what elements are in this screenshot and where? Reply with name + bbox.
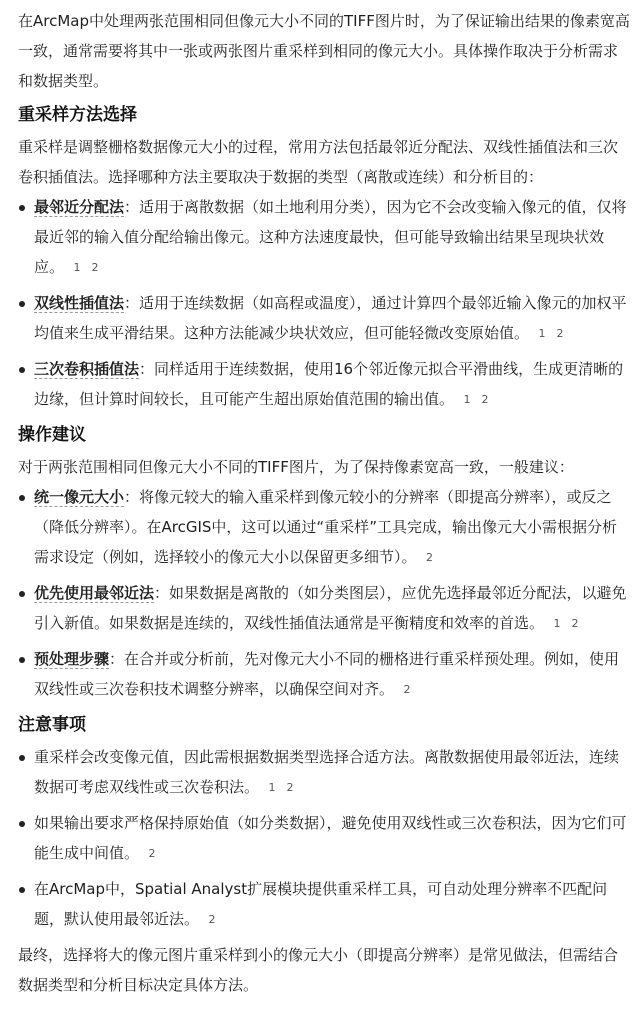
citation-link[interactable]: 1 xyxy=(268,781,276,794)
list-item xyxy=(18,482,630,572)
citation-link[interactable]: 2 xyxy=(148,847,156,860)
list-item-text: ：适用于离散数据（如土地利用分类），因为它不会改变输入像元的值，仅将最近邻的输入值分配给输出像元。这种方法速度最快，但可能导致输出结果呈现块状效应。 xyxy=(34,198,627,276)
term-cubic-convolution[interactable]: 三次卷积插值法 xyxy=(34,360,140,378)
list-item-text: 如果输出要求严格保持原始值（如分类数据），避免使用双线性或三次卷积法，因为它们可能生成中间值。 xyxy=(34,814,627,862)
conclusion-paragraph: 最终，选择将大的像元图片重采样到小的像元大小（即提高分辨率）是常见做法，但需结合数据类型和分析目标决定具体方法。 xyxy=(18,946,619,994)
list-item xyxy=(18,742,630,802)
citation-link[interactable]: 1 xyxy=(73,261,81,274)
list-item-text: 在ArcMap中，Spatial Analyst扩展模块提供重采样工具，可自动处理分辨率不匹配问题，默认使用最邻近法。 xyxy=(34,880,608,928)
list-item xyxy=(18,192,630,282)
term-bilinear[interactable]: 双线性插值法 xyxy=(34,294,125,312)
section-heading-resampling-methods: 重采样方法选择 xyxy=(18,105,137,125)
list-item xyxy=(18,808,630,868)
notes-list xyxy=(18,742,630,934)
citation-link[interactable]: 2 xyxy=(426,551,434,564)
list-item xyxy=(18,874,630,934)
resampling-methods-list xyxy=(18,192,630,414)
citation-link[interactable]: 2 xyxy=(286,781,294,794)
citation-link[interactable]: 2 xyxy=(481,393,489,406)
term-prefer-nearest[interactable]: 优先使用最邻近法 xyxy=(34,584,155,602)
list-item xyxy=(18,288,630,348)
list-item-text: ：将像元较大的输入重采样到像元较小的分辨率（即提高分辨率），或反之（降低分辨率）。在ArcGIS中，这可以通过“重采样”工具完成，输出像元大小需根据分析需求设定（例如，选择较小的像元大小以保留更多细节）。 xyxy=(34,488,617,566)
citation-link[interactable]: 2 xyxy=(556,327,564,340)
section-lead-paragraph: 重采样是调整栅格数据像元大小的过程，常用方法包括最邻近分配法、双线性插值法和三次卷积插值法。选择哪种方法主要取决于数据的类型（离散或连续）和分析目的： xyxy=(18,138,619,186)
operation-tips-list xyxy=(18,482,630,704)
citation-link[interactable]: 1 xyxy=(463,393,471,406)
list-item-text: 重采样会改变像元值，因此需根据数据类型选择合适方法。离散数据使用最邻近法，连续数据可考虑双线性或三次卷积法。 xyxy=(34,748,620,796)
citation-link[interactable]: 2 xyxy=(91,261,99,274)
citation-link[interactable]: 1 xyxy=(553,617,561,630)
list-item xyxy=(18,354,630,414)
section-heading-operation-tips: 操作建议 xyxy=(18,425,86,445)
citation-link[interactable]: 2 xyxy=(403,683,411,696)
term-preprocessing[interactable]: 预处理步骤 xyxy=(34,650,110,668)
intro-paragraph: 在ArcMap中处理两张范围相同但像元大小不同的TIFF图片时，为了保证输出结果的像素宽高一致，通常需要将其中一张或两张图片重采样到相同的像元大小。具体操作取决于分析需求和数据类型。 xyxy=(18,12,630,90)
term-unify-cell-size[interactable]: 统一像元大小 xyxy=(34,488,125,506)
citation-link[interactable]: 2 xyxy=(571,617,579,630)
list-item-text: ：同样适用于连续数据，使用16个邻近像元拟合平滑曲线，生成更清晰的边缘，但计算时间较长，且可能产生超出原始值范围的输出值。 xyxy=(34,360,624,408)
term-nearest-neighbor[interactable]: 最邻近分配法 xyxy=(34,198,125,216)
list-item xyxy=(18,644,630,704)
citation-link[interactable]: 2 xyxy=(208,913,216,926)
section-lead-paragraph: 对于两张范围相同但像元大小不同的TIFF图片，为了保持像素宽高一致，一般建议： xyxy=(18,458,574,476)
list-item-text: ：在合并或分析前，先对像元大小不同的栅格进行重采样预处理。例如，使用双线性或三次卷积技术调整分辨率，以确保空间对齐。 xyxy=(34,650,620,698)
section-heading-notes: 注意事项 xyxy=(18,715,86,735)
citation-link[interactable]: 1 xyxy=(538,327,546,340)
list-item-text: ：适用于连续数据（如高程或温度），通过计算四个最邻近输入像元的加权平均值来生成平滑结果。这种方法能减少块状效应，但可能轻微改变原始值。 xyxy=(34,294,627,342)
list-item xyxy=(18,578,630,638)
list-item-text: ：如果数据是离散的（如分类图层），应优先选择最邻近分配法，以避免引入新值。如果数据是连续的，双线性插值法通常是平衡精度和效率的首选。 xyxy=(34,584,627,632)
